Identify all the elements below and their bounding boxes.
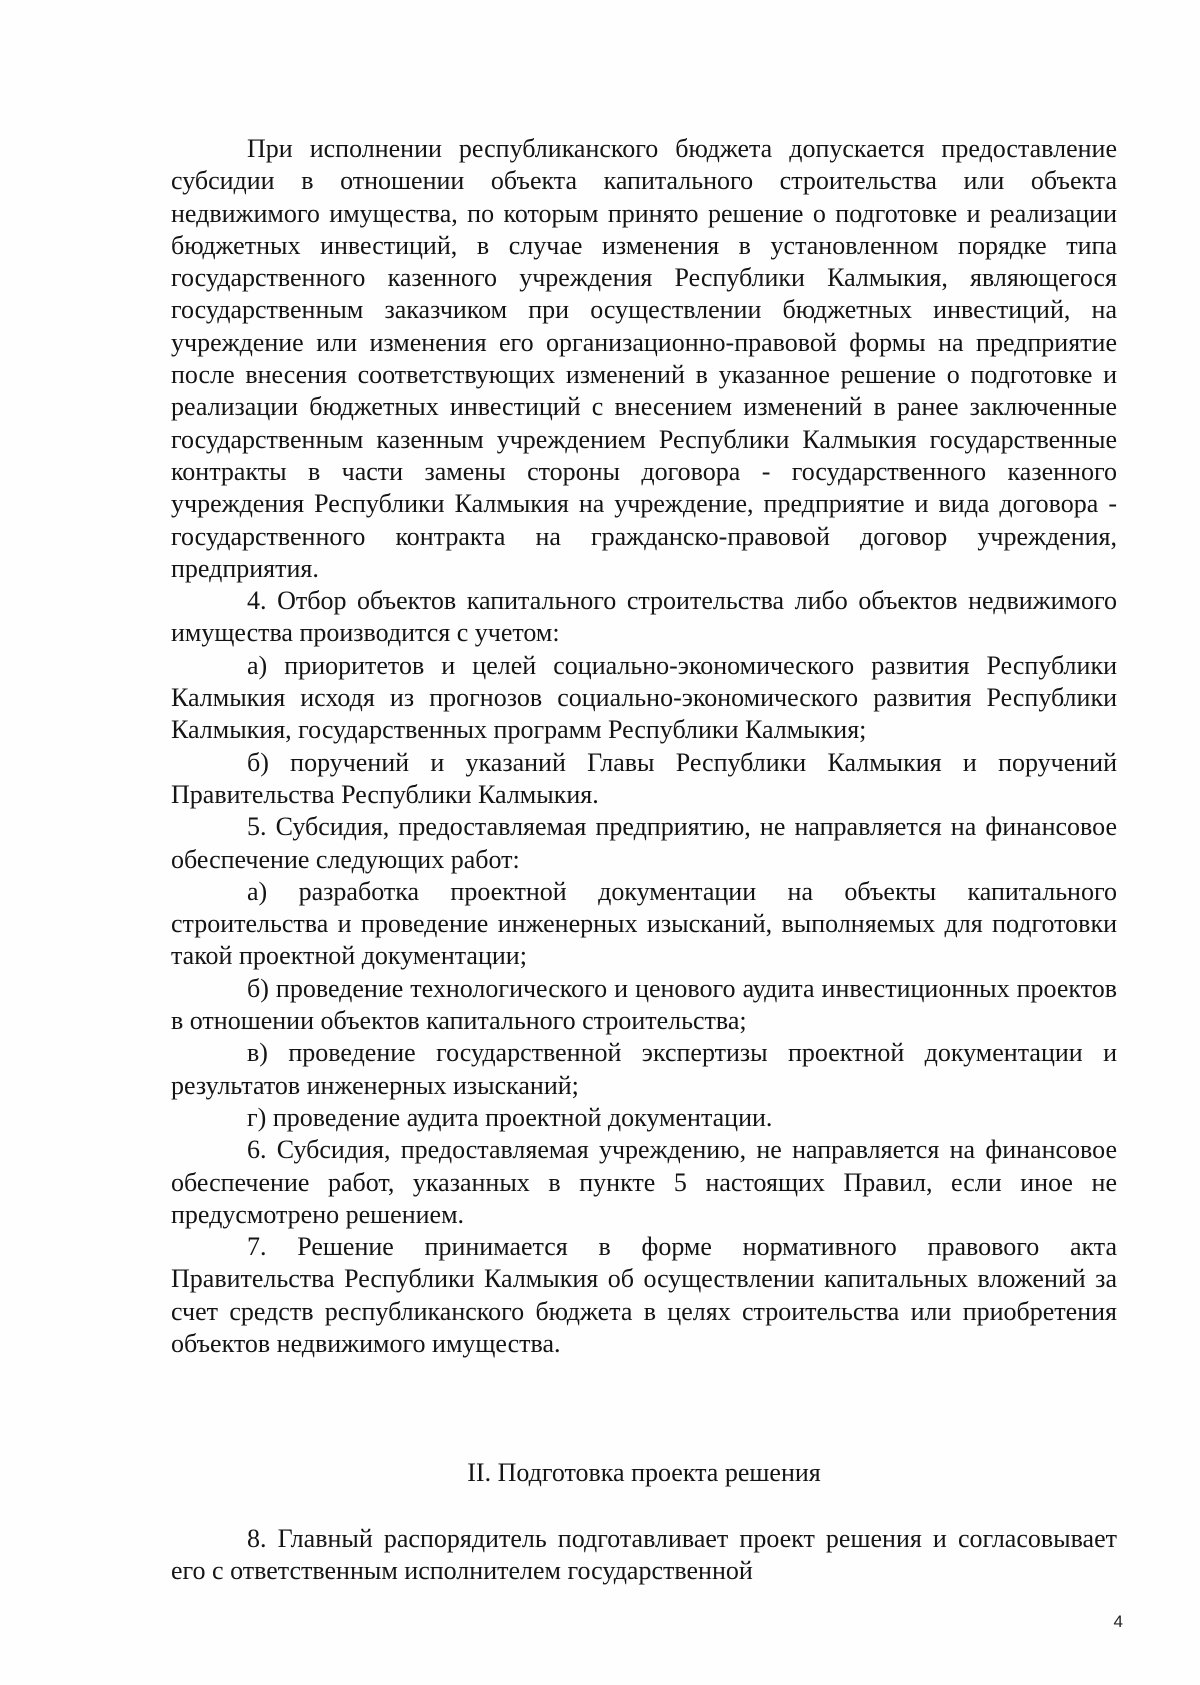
paragraph-5b: б) проведение технологического и ценового аудита инвестиционных проектов в отношении объектов капитального строительства; (171, 973, 1117, 1036)
paragraph-5g: г) проведение аудита проектной документации. (247, 1102, 773, 1132)
paragraph-subsidy-exception: При исполнении республиканского бюджета допускается предоставление субсидии в отношении объекта капитального строительства или объекта недвижимого имущества, по которым принято решение о подготовке и реализации бюджетных инвестиций, в случае изменения в установленном порядке типа государственного казенного учреждения Республики Калмыкия, являющегося государственным заказчиком при осуществлении бюджетных инвестиций, на учреждение или изменения его организационно-правовой формы на предприятие после внесения соответствующих изменений в указанное решение о подготовке и реализации бюджетных инвестиций с внесением изменений в ранее заключенные государственным казенным учреждением Республики Калмыкия государственные контракты в части замены стороны договора - государственного казенного учреждения Республики Калмыкия на учреждение, предприятие и вида договора - государственного контракта на гражданско-правовой договор учреждения, предприятия. (171, 134, 1117, 583)
paragraph-4b: б) поручений и указаний Главы Республики Калмыкия и поручений Правительства Республики Калмыкия. (171, 747, 1117, 809)
paragraph-4a: а) приоритетов и целей социально-экономического развития Республики Калмыкия исходя из прогнозов социально-экономического развития Республики Калмыкия, государственных программ Республики Калмыкия; (171, 650, 1117, 745)
paragraph-4-selection: 4. Отбор объектов капитального строительства либо объектов недвижимого имущества производится с учетом: (171, 586, 1117, 648)
page-number: 4 (1113, 1612, 1123, 1631)
paragraph-5v: в) проведение государственной экспертизы проектной документации и результатов инженерных изысканий; (171, 1038, 1117, 1100)
paragraph-6: 6. Субсидия, предоставляемая учреждению, не направляется на финансовое обеспечение работ, указанных в пункте 5 настоящих Правил, если иное не предусмотрено решением. (171, 1135, 1117, 1229)
paragraph-5: 5. Субсидия, предоставляемая предприятию, не направляется на финансовое обеспечение следующих работ: (171, 812, 1117, 874)
paragraph-8: 8. Главный распорядитель подготавливает проект решения и согласовывает его с ответственным исполнителем государственной (171, 1524, 1117, 1586)
paragraph-5a: а) разработка проектной документации на объекты капитального строительства и проведение инженерных изысканий, выполняемых для подготовки такой проектной документации; (171, 876, 1117, 971)
section-body-text (171, 1523, 1117, 1588)
paragraph-7: 7. Решение принимается в форме нормативного правового акта Правительства Республики Калмыкия об осуществлении капитальных вложений за счет средств республиканского бюджета в целях строительства или приобретения объектов недвижимого имущества. (171, 1232, 1117, 1358)
body-text (171, 133, 1117, 1360)
section-heading: II. Подготовка проекта решения (467, 1458, 821, 1487)
